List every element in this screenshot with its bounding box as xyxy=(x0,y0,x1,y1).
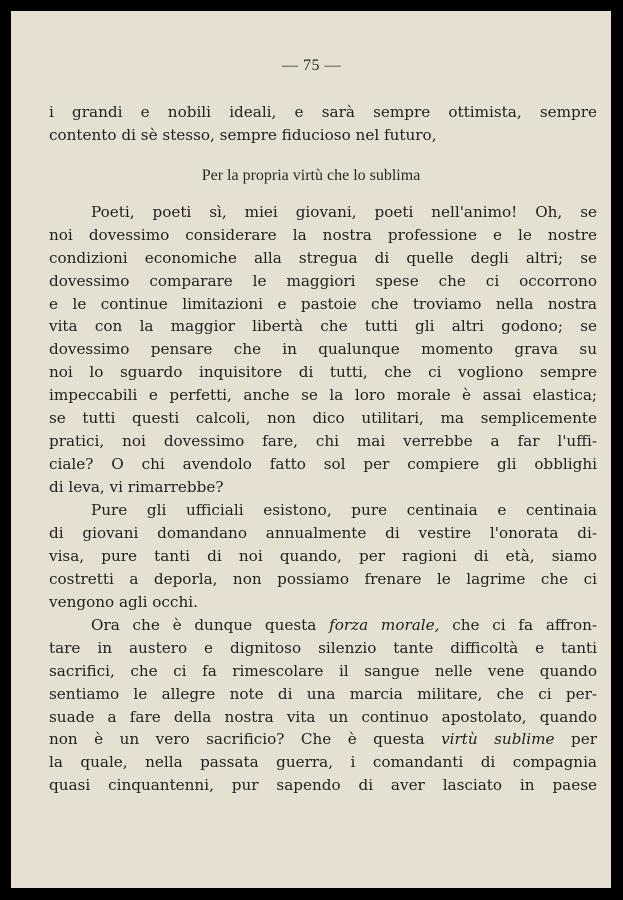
text-line: di giovani domandano annualmente di vestire l'onorata di- xyxy=(49,523,597,542)
text-line: la quale, nella passata guerra, i comandanti di compagnia xyxy=(49,753,597,772)
text-run: non è un vero sacrificio? Che è questa xyxy=(49,730,442,749)
text-line: tare in austero e dignitoso silenzio tante difficoltà e tanti xyxy=(49,638,597,657)
section-heading: Per la propria virtù che lo sublima xyxy=(201,167,421,184)
text-line: quasi cinquantenni, pur sapendo di aver lasciato in paese xyxy=(49,776,597,795)
text-line: Poeti, poeti sì, miei giovani, poeti nell'animo! Oh, se xyxy=(91,203,597,221)
text-line: vita con la maggior libertà che tutti gli altri godono; se xyxy=(49,317,597,336)
paragraph-1 xyxy=(49,201,597,499)
text-line: Pure gli ufficiali esistono, pure centinaia e centinaia xyxy=(91,501,597,519)
text-line: vengono agli occhi. xyxy=(49,592,198,611)
text-line: se tutti questi calcoli, non dico utilitari, ma semplicemente xyxy=(49,409,597,428)
text-line: suade a fare della nostra vita un continuo apostolato, quando xyxy=(49,707,597,726)
text-line: pratici, noi dovessimo fare, chi mai verrebbe a far l'uffi- xyxy=(49,431,597,450)
book-page xyxy=(11,11,611,888)
paragraph-3 xyxy=(49,614,597,797)
text-line: dovessimo comparare le maggiori spese che ci occorrono xyxy=(49,271,597,290)
text-run: che ci fa affron- xyxy=(439,616,597,634)
text-line: sacrifici, che ci fa rimescolare il sangue nelle vene quando xyxy=(49,661,597,680)
text-line: sentiamo le allegre note di una marcia militare, che ci per- xyxy=(49,684,597,703)
text-line: costretti a deporla, non possiamo frenare le lagrime che ci xyxy=(49,569,597,588)
text-line: dovessimo pensare che in qualunque momento grava su xyxy=(49,340,597,359)
paragraph-2 xyxy=(49,499,597,613)
text-line: visa, pure tanti di noi quando, per ragioni di età, siamo xyxy=(49,546,597,565)
italic-run: virtù sublime xyxy=(441,730,555,749)
text-line: e le continue limitazioni e pastoie che troviamo nella nostra xyxy=(49,294,597,313)
text-line: i grandi e nobili ideali, e sarà sempre ottimista, sempre xyxy=(49,103,597,121)
text-line: ciale? O chi avendolo fatto sol per compiere gli obblighi xyxy=(49,454,597,473)
text-line xyxy=(49,728,597,751)
text-line: noi dovessimo considerare la nostra professione e le nostre xyxy=(49,225,597,244)
text-line: condizioni economiche alla stregua di quelle degli altri; se xyxy=(49,248,597,267)
page-number: — 75 — xyxy=(282,57,341,74)
intro-text xyxy=(49,101,597,147)
text-line: noi lo sguardo inquisitore di tutti, che ci vogliono sempre xyxy=(49,363,597,382)
text-line: di leva, vi rimarrebbe? xyxy=(49,477,224,496)
text-line: contento di sè stesso, sempre fiducioso nel futuro, xyxy=(49,125,437,144)
text-line xyxy=(49,614,597,637)
text-run: Ora che è dunque questa xyxy=(91,616,330,634)
text-line: impeccabili e perfetti, anche se la loro morale è assai elastica; xyxy=(49,386,597,405)
italic-run: forza morale, xyxy=(329,616,440,634)
text-run: per xyxy=(554,730,597,749)
